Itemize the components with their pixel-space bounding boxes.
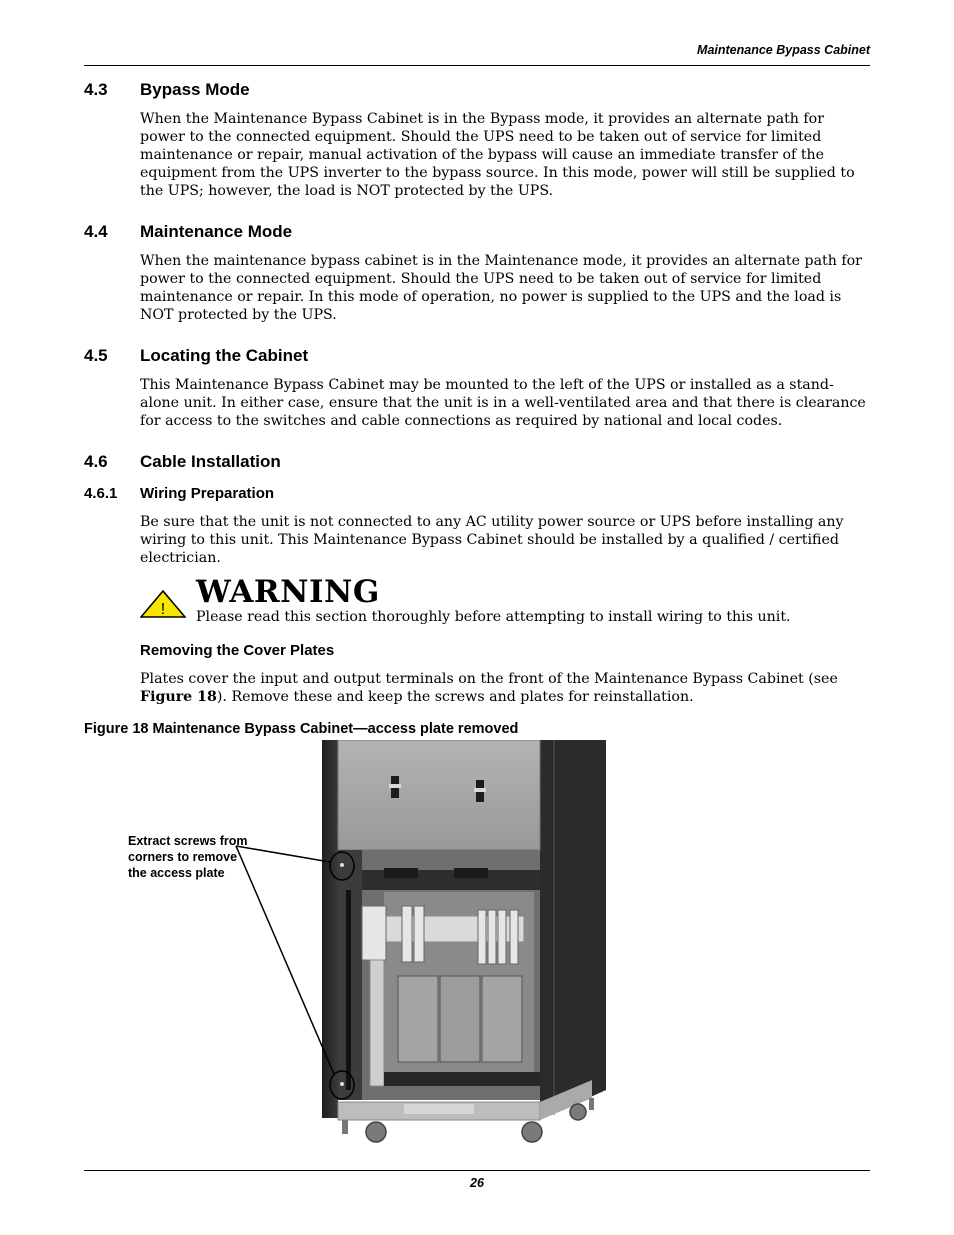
figure-reference: Figure 18	[140, 689, 217, 705]
right-side-panel	[540, 740, 606, 1120]
section-number: 4.3	[84, 80, 108, 99]
cover-plates-text-b: ). Remove these and keep the screws and plates for reinstallation.	[216, 689, 694, 705]
cover-plates-heading: Removing the Cover Plates	[140, 642, 335, 659]
section-number: 4.6	[84, 452, 108, 471]
section-heading-4-3	[84, 80, 250, 100]
section-body-4-3: When the Maintenance Bypass Cabinet is in the Bypass mode, it provides an alternate path for power to the connected equipment. Should the UPS need to be taken out of service for limited maintenance or repair, manual activation of the bypass will cause an immediate transfer of the equipment from the UPS inverter to the bypass source. In this mode, power will still be supplied to the UPS; however, the load is NOT protected by the UPS.	[140, 111, 855, 199]
top-panel	[338, 740, 540, 850]
cabinet-illustration	[84, 740, 870, 1150]
section-body-4-5: This Maintenance Bypass Cabinet may be mounted to the left of the UPS or installed as a stand-alone unit. In either case, ensure that the unit is in a well-ventilated area and that there is clearance for access to the switches and cable connections as required by national and local codes.	[140, 377, 866, 429]
subsection-heading-4-6-1	[84, 485, 274, 502]
section-heading-4-5	[84, 346, 308, 366]
subsection-number: 4.6.1	[84, 485, 118, 502]
warning-text: Please read this section thoroughly before attempting to install wiring to this unit.	[196, 609, 791, 625]
cover-plates-text-a: Plates cover the input and output terminals on the front of the Maintenance Bypass Cabinet (see	[140, 671, 838, 687]
section-body-4-4: When the maintenance bypass cabinet is in the Maintenance mode, it provides an alternate path for power to the connected equipment. Should the UPS need to be taken out of service for limited maintenance or repair. In this mode of operation, no power is supplied to the UPS and the load is NOT protected by the UPS.	[140, 253, 862, 323]
footer-rule	[84, 1170, 870, 1171]
warning-triangle-icon	[140, 590, 186, 618]
section-title: Locating the Cabinet	[140, 346, 309, 365]
section-title: Cable Installation	[140, 452, 281, 471]
cover-plates-body	[140, 670, 870, 706]
figure-callout: Extract screws from corners to remove the access plate	[128, 834, 248, 880]
warning-title: WARNING	[196, 574, 380, 610]
warning-exclamation: !	[160, 601, 166, 618]
section-title: Maintenance Mode	[140, 222, 293, 241]
leader-line-bottom	[236, 846, 334, 1074]
section-heading-4-4	[84, 222, 292, 242]
figure-caption: Figure 18 Maintenance Bypass Cabinet—access plate removed	[84, 721, 519, 737]
subsection-body: Be sure that the unit is not connected to any AC utility power source or UPS before installing any wiring to this unit. This Maintenance Bypass Cabinet should be installed by a qualified / certified electrician.	[140, 514, 844, 566]
page-number: 26	[470, 1176, 484, 1190]
subsection-title: Wiring Preparation	[140, 485, 275, 502]
left-side-post	[322, 740, 338, 1118]
section-heading-4-6	[84, 452, 281, 472]
section-number: 4.4	[84, 222, 108, 241]
section-number: 4.5	[84, 346, 108, 365]
header-rule	[84, 65, 870, 66]
lower-modules	[398, 976, 522, 1062]
section-title: Bypass Mode	[140, 80, 250, 99]
leader-line-top	[236, 846, 330, 862]
vertical-support	[370, 960, 384, 1086]
running-header: Maintenance Bypass Cabinet	[697, 43, 870, 57]
lower-rail	[384, 1072, 540, 1086]
